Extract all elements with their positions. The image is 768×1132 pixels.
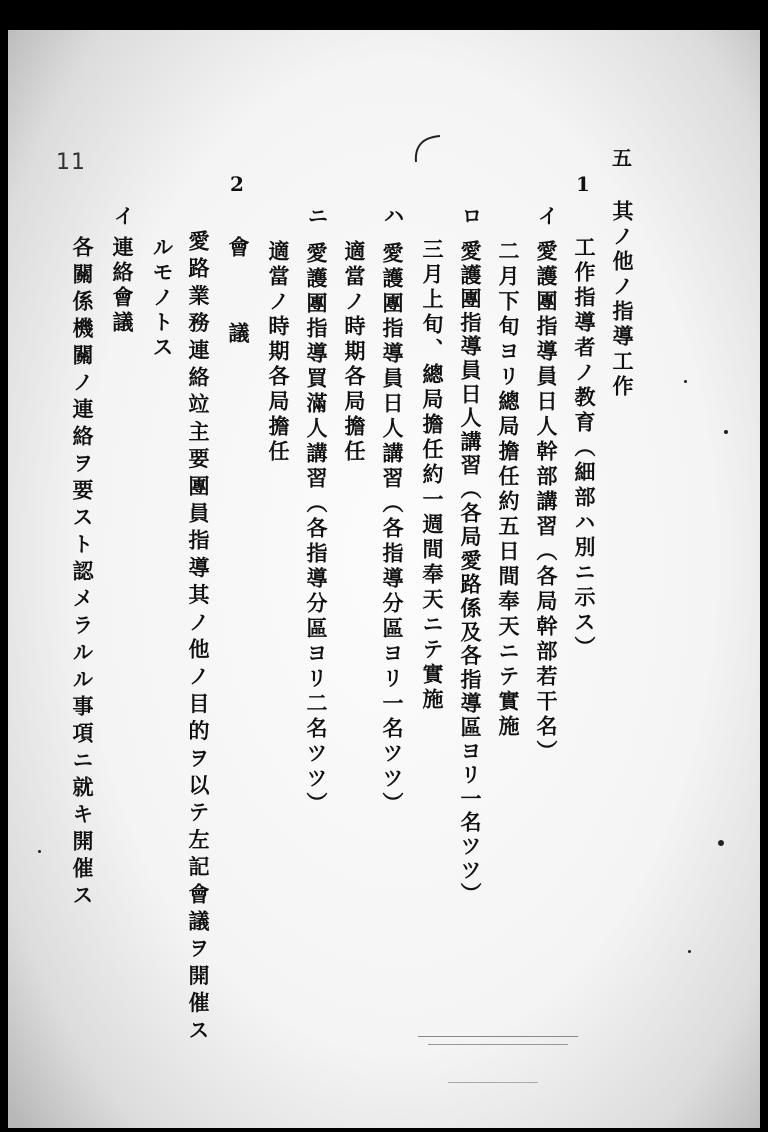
sub-item-ro-detail: 三月上旬、總局擔任約一週間奉天ニテ實施: [420, 238, 445, 713]
page-number: 11: [56, 150, 86, 175]
sub-marker-ni: ニ: [308, 204, 328, 228]
sub-item-ro: 愛護團指導員日人講習（各局愛路係及各指導區ヨリ一名ツツ）: [458, 240, 483, 907]
scan-rule: [418, 1036, 578, 1037]
sub-item-liaison-meeting: 連絡會議: [110, 236, 135, 336]
sub-item-ni-detail: 適當ノ時期各局擔任: [266, 240, 291, 465]
item-heading-2: 會 議: [226, 236, 251, 365]
sub-marker-ro: ロ: [462, 204, 482, 228]
section-heading: 其ノ他ノ指導工作: [610, 200, 635, 400]
item-heading-1: 工作指導者ノ教育（細部ハ別ニ示ス）: [572, 236, 597, 661]
scan-rule: [448, 1082, 538, 1083]
item-marker-1: 1: [576, 172, 590, 196]
scan-speck: [688, 950, 691, 953]
scan-speck: [38, 850, 41, 853]
sub-item-ni: 愛護團指導買滿人講習（各指導分區ヨリ二名ツツ）: [304, 242, 329, 817]
sub-item-i: 愛護團指導員日人幹部講習（各局幹部若干名）: [534, 240, 559, 765]
sub-marker-i-2: イ: [114, 204, 134, 228]
scan-speck: [684, 380, 687, 383]
sub-item-ha-detail: 適當ノ時期各局擔任: [342, 240, 367, 465]
item-marker-2: 2: [230, 172, 244, 196]
sub-item-i-detail: 二月下旬ヨリ總局擔任約五日間奉天ニテ實施: [496, 240, 521, 740]
scan-speck: [724, 430, 728, 434]
sub-marker-i: イ: [538, 204, 558, 228]
document-page: [8, 30, 760, 1128]
meeting-description-cont: ルモノトス: [150, 236, 175, 361]
sub-marker-ha: ハ: [384, 204, 404, 228]
liaison-meeting-detail: 各關係機關ノ連絡ヲ要スト認メラルル事項ニ就キ開催ス: [70, 236, 95, 911]
scan-rule: [428, 1044, 568, 1045]
scan-speck: [718, 840, 724, 846]
section-marker: 五: [612, 146, 632, 170]
meeting-description: 愛路業務連絡竝主要團員指導其ノ他ノ目的ヲ以テ左記會議ヲ開催ス: [186, 230, 211, 1046]
stray-bracket-mark: [408, 132, 448, 172]
sub-item-ha: 愛護團指導員日人講習（各指導分區ヨリ一名ツツ）: [380, 242, 405, 817]
